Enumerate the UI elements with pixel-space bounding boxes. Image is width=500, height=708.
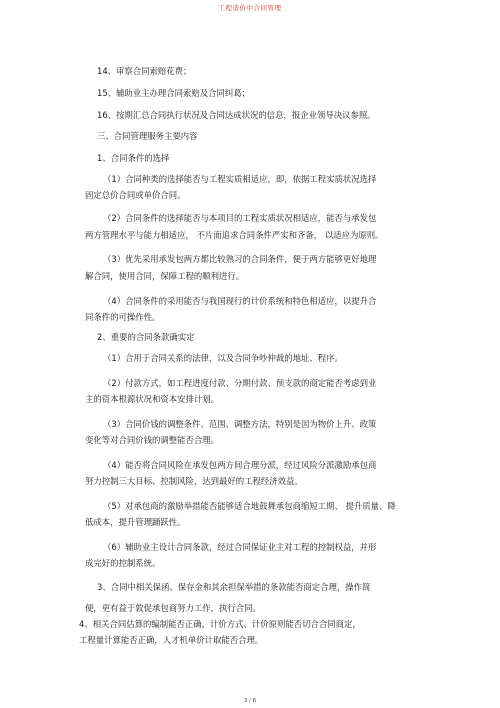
text-line: （5）对承包商的激励举措能否能够适合地鼓舞承包商缩短工期、 提升质量、降 <box>103 501 396 511</box>
text-line: 工程量计算能否正确，人才机单价计取能否合理。 <box>79 635 264 645</box>
subsection-heading: 1、合同条件的选择 <box>97 153 170 163</box>
text-line: （1）合同种类的选择能否与工程实质相适应，即，依据工程实质状况选择 <box>103 174 377 184</box>
text-line: 15、辅助业主办理合同索赔及合同纠葛； <box>97 88 251 98</box>
text-line: 同条件的可操作性。 <box>85 312 161 322</box>
text-line: （2）付款方式，如工程进度付款、分期付款、预支款的商定能否考虑到业 <box>103 378 377 388</box>
page-header: 工程造价中合同管理 <box>218 4 282 12</box>
text-line: 16、按期汇总合同执行状况及合同达成状况的信息，报企业领导决议参照。 <box>97 110 376 120</box>
text-line: 低成本，提升管理踊跃性。 <box>85 517 186 527</box>
text-line: 便，更有益于敦促承包商努力工作，执行合同。 <box>85 603 261 613</box>
text-line: （3）优先采用承发包两方都比较熟习的合同条件，便于两方能够更好地理 <box>103 254 377 264</box>
text-line: 两方管理水平与能力相适应， 不片面追求合同条件严实和齐备， 以适应为原则。 <box>85 230 384 240</box>
text-line: 3、合同中相关保函、保存金和其余担保举措的条款能否商定合理，操作简 <box>97 582 371 592</box>
text-line: （2）合同条件的选择能否与本项目的工程实质状况相适应，能否与承发包 <box>103 213 377 223</box>
text-line: 成完好的控制系统。 <box>85 558 161 568</box>
text-line: 4、相关合同估算的编制能否正确，计价方式、计价原则能否切合合同商定， <box>79 619 361 629</box>
text-line: （4）合同条件的采用能否与我国现行的计价系统和特色相适应，以提升合 <box>103 296 377 306</box>
subsection-heading: 2、重要的合同条款确实定 <box>97 332 195 342</box>
text-line: （4）能否将合同风险在承发包两方间合理分派，经过风险分派激励承包商 <box>103 460 377 470</box>
text-line: 解合同，使用合同，保障工程的顺利进行。 <box>85 271 245 281</box>
text-line: （3）合同价钱的调整条件、范围、调整方法，特别是因为物价上升、政策 <box>103 419 377 429</box>
text-line: 变化等对合同价钱的调整能否合理。 <box>85 435 219 445</box>
text-line: 14、审察合同索赔花费； <box>97 66 192 76</box>
text-line: 主的资本根源状况和资本安排计划。 <box>85 394 219 404</box>
text-line: 努力控制三大目标、控制风险，达到最好的工程经济效益。 <box>85 476 303 486</box>
text-line: （6）辅助业主设计合同条款，经过合同保证业主对工程的控制权益，并形 <box>103 542 377 552</box>
text-line: （1）合用于合同关系的法律，以及合同争吵仲裁的地址、程序。 <box>103 353 343 363</box>
section-heading: 三、合同管理服务主要内容 <box>97 131 198 141</box>
text-line: 固定总价合同或单价合同。 <box>85 190 186 200</box>
page-number: 3 / 6 <box>243 698 257 704</box>
